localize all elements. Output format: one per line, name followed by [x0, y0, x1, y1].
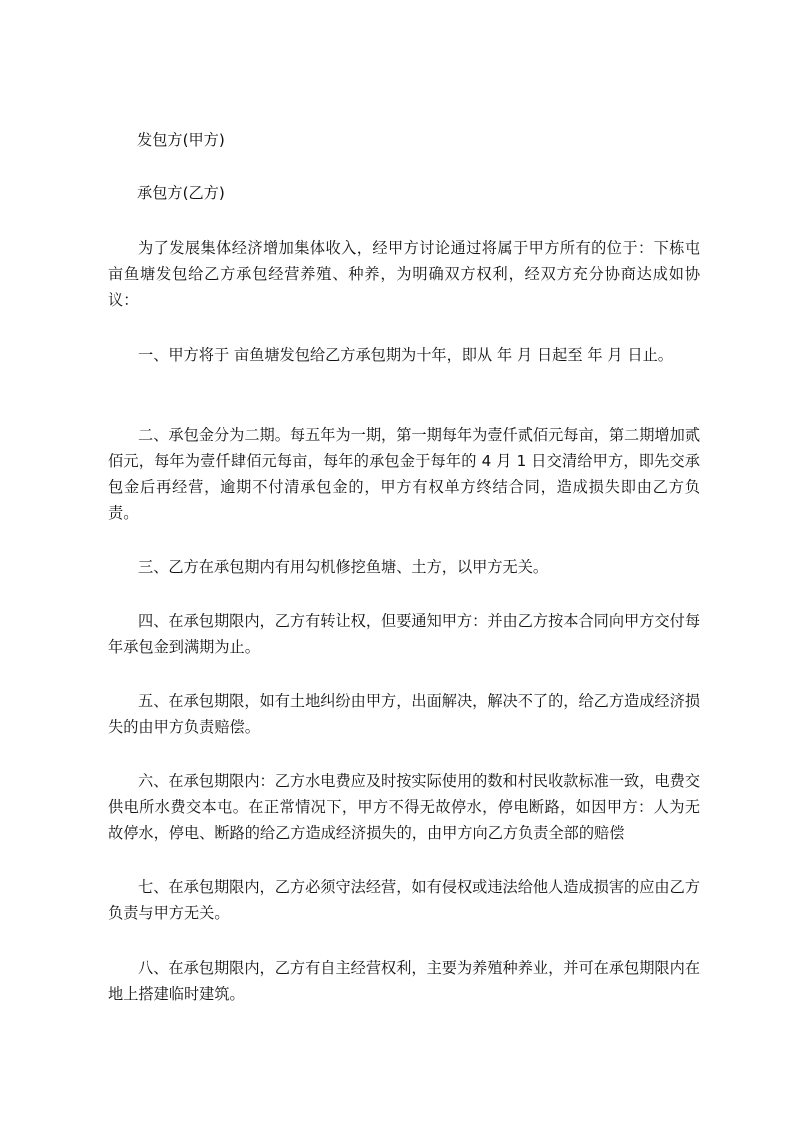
- party-a-label: 发包方(甲方): [137, 131, 225, 149]
- clause-5: 五、在承包期限，如有土地纠纷由甲方，出面解决，解决不了的，给乙方造成经济损失的由甲方负责赔偿。: [108, 692, 700, 736]
- clause-1: 一、甲方将于 亩鱼塘发包给乙方承包期为十年，即从 年 月 日起至 年 月 日止。: [138, 346, 673, 364]
- clause-7: 七、在承包期限内，乙方必须守法经营，如有侵权或违法给他人造成损害的应由乙方负责与甲方无关。: [108, 878, 700, 922]
- preamble-paragraph: 为了发展集体经济增加集体收入，经甲方讨论通过将属于甲方所有的位于：下栋屯 亩鱼塘发包给乙方承包经营养殖、种养，为明确双方权利，经双方充分协商达成如协议：: [108, 239, 700, 309]
- clause-8: 八、在承包期限内，乙方有自主经营权利，主要为养殖种养业，并可在承包期限内在地上搭建临时建筑。: [108, 959, 700, 1003]
- clause-3: 三、乙方在承包期内有用勾机修挖鱼塘、土方，以甲方无关。: [138, 558, 549, 576]
- clause-2: 二、承包金分为二期。每五年为一期，第一期每年为壹仟贰佰元每亩，第二期增加贰佰元，每年为壹仟肆佰元每亩，每年的承包金于每年的 4 月 1 日交清给甲方，即先交承包金后再经营，逾期不付清承包金的，甲方有权单方终结合同，造成损失即由乙方负责。: [108, 426, 700, 522]
- clause-6: 六、在承包期限内：乙方水电费应及时按实际使用的数和村民收款标准一致，电费交供电所水费交本屯。在正常情况下，甲方不得无故停水，停电断路，如因甲方：人为无故停水，停电、断路的给乙方造成经济损失的，由甲方向乙方负责全部的赔偿: [108, 772, 700, 842]
- party-b-label: 承包方(乙方): [137, 184, 225, 202]
- clause-4: 四、在承包期限内，乙方有转让权，但要通知甲方：并由乙方按本合同向甲方交付每年承包金到满期为止。: [108, 612, 700, 656]
